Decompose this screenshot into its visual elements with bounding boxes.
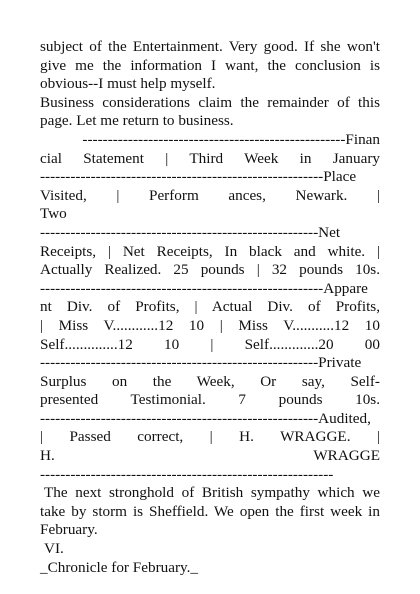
text-line: The next stronghold of British sympathy which we: [44, 484, 380, 502]
statement-row: | Miss V............12 10 | Miss V...........12 10: [40, 316, 380, 334]
statement-rule-line: -------------------------------------------------------Private: [40, 354, 362, 372]
statement-row: Actually Realized. 25 pounds | 32 pounds 10s.: [40, 261, 380, 279]
statement-row: Visited, | Perform ances, Newark. |: [40, 186, 380, 204]
statement-row: nt Div. of Profits, | Actual Div. of Profits,: [40, 298, 380, 316]
statement-row: presented Testimonial. 7 pounds 10s.: [40, 391, 380, 409]
statement-row: Two: [40, 205, 67, 223]
text-line: obvious--I must help myself.: [40, 75, 216, 93]
text-line: page. Let me return to business.: [40, 112, 234, 130]
statement-title-line: cial Statement | Third Week in January: [40, 149, 380, 167]
section-number: VI.: [44, 540, 64, 558]
statement-rule-line: -------------------------------------------------------Net: [40, 223, 341, 241]
statement-row: H. WRAGGE: [40, 447, 380, 465]
chronicle-heading: _Chronicle for February._: [40, 558, 199, 576]
document-page: [40, 38, 380, 577]
statement-row: Receipts, | Net Receipts, In black and white. |: [40, 242, 380, 260]
statement-row: Surplus on the Week, Or say, Self-: [40, 372, 380, 390]
statement-rule-line: ----------------------------------------------------------: [40, 465, 334, 483]
statement-rule-line: --------------------------------------------------------Appare: [40, 279, 368, 297]
statement-rule-line: ----------------------------------------------------Finan: [40, 130, 380, 148]
statement-row: | Passed correct, | H. WRAGGE. |: [40, 428, 380, 446]
text-line: take by storm is Sheffield. We open the first week in: [40, 502, 380, 520]
text-line: Business considerations claim the remainder of this: [40, 93, 380, 111]
text-line: February.: [40, 521, 98, 539]
statement-rule-line: --------------------------------------------------------Place: [40, 168, 357, 186]
statement-rule-line: -------------------------------------------------------Audited,: [40, 409, 371, 427]
text-line: give me the information I want, the conclusion is: [40, 56, 380, 74]
text-line: subject of the Entertainment. Very good. If she won't: [40, 38, 380, 55]
statement-row: Self..............12 10 | Self.............20 00: [40, 335, 380, 353]
